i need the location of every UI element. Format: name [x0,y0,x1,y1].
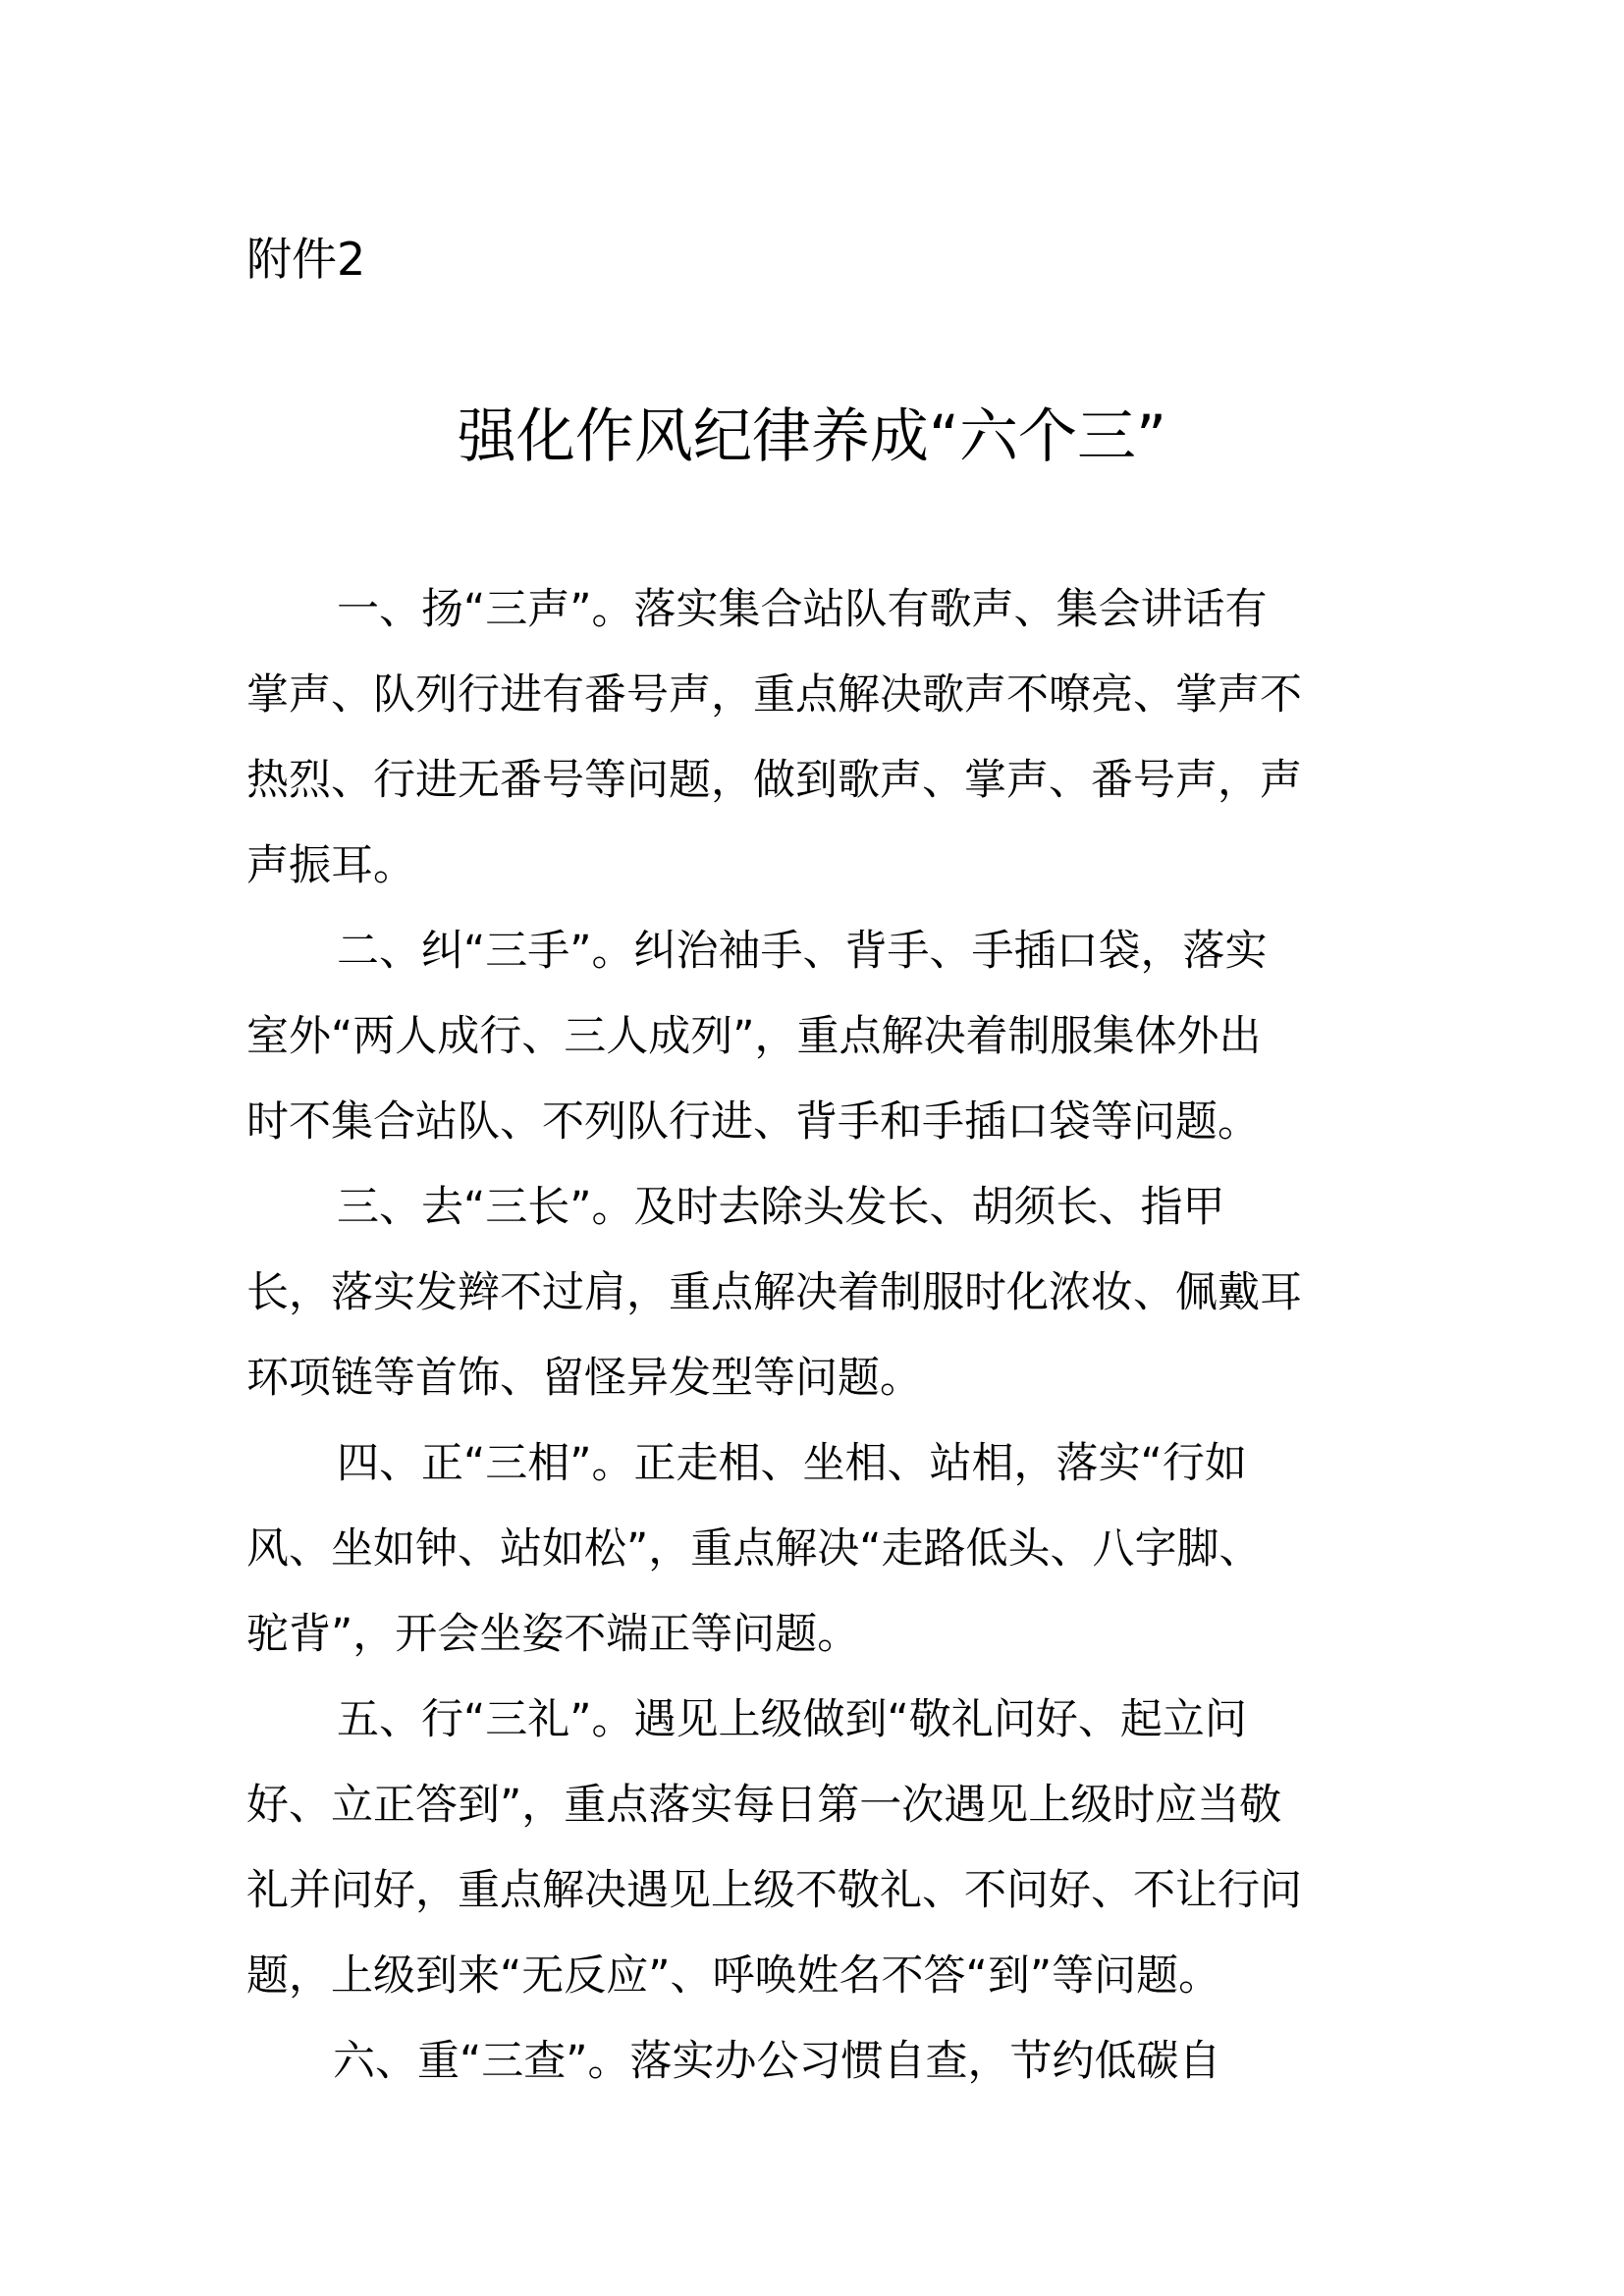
paragraph-line: 声振耳。 [246,841,415,890]
attachment-label: 附件2 [246,233,366,286]
paragraph-line: 驼背”，开会坐姿不端正等问题。 [246,1610,860,1659]
paragraph-line: 掌声、队列行进有番号声，重点解决歌声不嘹亮、掌声不 [246,670,1302,720]
document-title: 强化作风纪律养成“六个三” [457,402,1167,471]
paragraph-line: 热烈、行进无番号等问题，做到歌声、掌声、番号声，声 [246,756,1302,805]
paragraph-line: 题，上级到来“无反应”、呼唤姓名不答“到”等问题。 [246,1951,1221,2001]
paragraph-line: 三、去“三长”。及时去除头发长、胡须长、指甲 [337,1183,1225,1232]
paragraph-line: 环项链等首饰、留怪异发型等问题。 [246,1354,922,1403]
paragraph-line: 礼并问好，重点解决遇见上级不敬礼、不问好、不让行问 [246,1866,1302,1915]
paragraph-line: 风、坐如钟、站如松”，重点解决“走路低头、八字脚、 [246,1524,1262,1574]
paragraph-san-chang [246,1165,1385,1421]
paragraph-line: 四、正“三相”。正走相、坐相、站相，落实“行如 [337,1439,1247,1488]
paragraph-line: 时不集合站队、不列队行进、背手和手插口袋等问题。 [246,1097,1260,1147]
paragraph-line: 二、纠“三手”。纠治袖手、背手、手插口袋，落实 [337,927,1268,976]
paragraph-line: 五、行“三礼”。遇见上级做到“敬礼问好、起立问 [337,1695,1247,1744]
paragraph-line: 一、扬“三声”。落实集合站队有歌声、集会讲话有 [337,585,1268,634]
paragraph-line: 长，落实发辫不过肩，重点解决着制服时化浓妆、佩戴耳 [246,1268,1302,1317]
paragraph-san-xiang [246,1421,1385,1678]
paragraph-line: 室外“两人成行、三人成列”，重点解决着制服集体外出 [246,1012,1262,1061]
paragraph-line: 六、重“三查”。落实办公习惯自查，节约低碳自 [333,2037,1221,2086]
paragraph-line: 好、立正答到”，重点落实每日第一次遇见上级时应当敬 [246,1781,1282,1830]
paragraph-san-shou [246,909,1385,1165]
paragraph-san-li [246,1678,1385,2019]
paragraph-san-sheng [246,567,1385,909]
paragraph-san-cha [246,2019,1385,2105]
